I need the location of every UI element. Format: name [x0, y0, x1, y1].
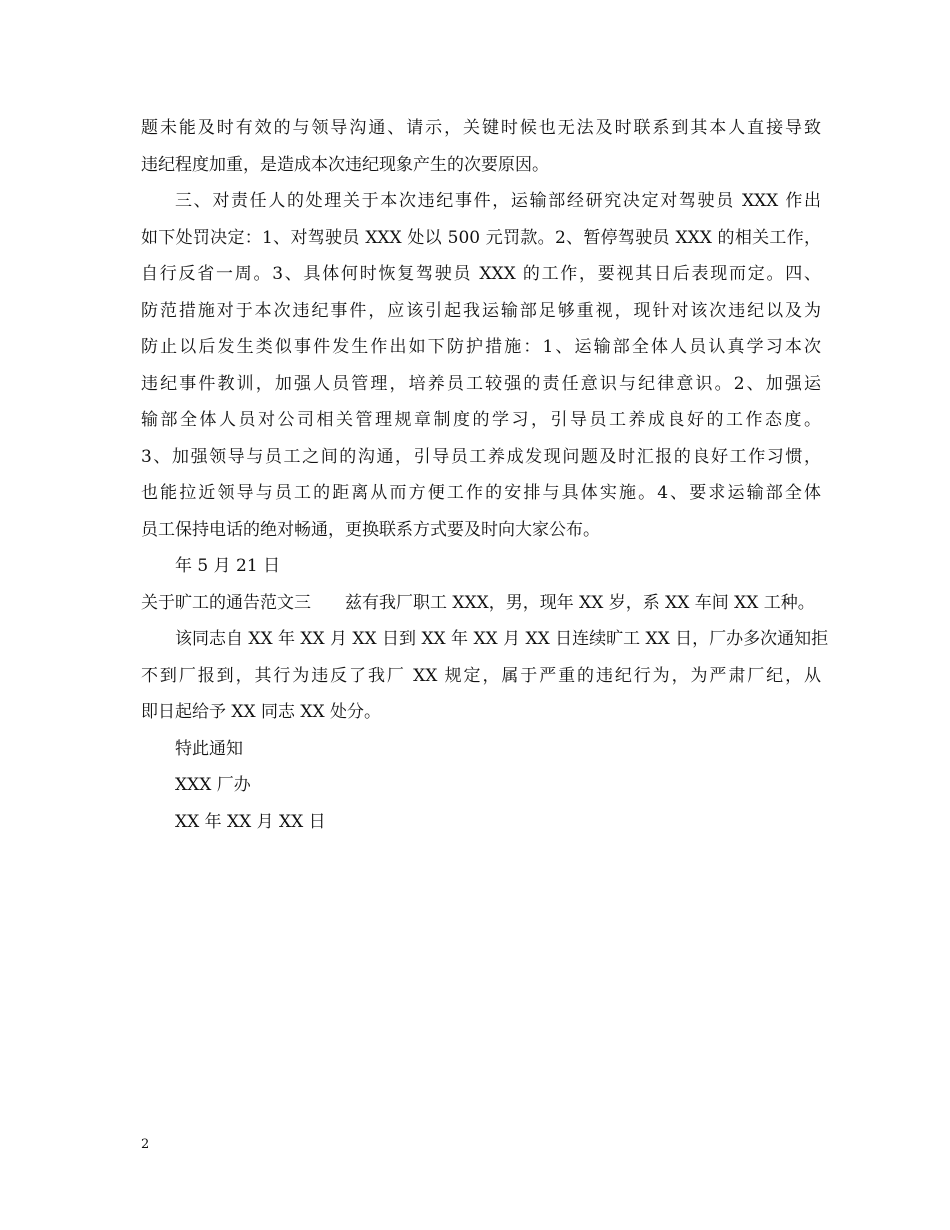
signature-date: XX 年 XX 月 XX 日	[175, 811, 326, 832]
text-line: 防止以后发生类似事件发生作出如下防护措施：1、运输部全体人员认真学习本次	[141, 337, 821, 357]
signature-line: XXX 厂办	[175, 775, 251, 795]
text-line: 三、对责任人的处理关于本次违纪事件，运输部经研究决定对驾驶员 XXX 作出	[175, 191, 821, 211]
text-line: 违纪程度加重，是造成本次违纪现象产生的次要原因。	[141, 154, 549, 175]
text-line: 自行反省一周。3、具体何时恢复驾驶员 XXX 的工作，要视其日后表现而定。四、	[141, 264, 821, 284]
text-line: 题未能及时有效的与领导沟通、请示，关键时候也无法及时联系到其本人直接导致	[141, 118, 821, 138]
text-line: 即日起给予 XX 同志 XX 处分。	[141, 702, 382, 722]
text-line: 防范措施对于本次违纪事件，应该引起我运输部足够重视，现针对该次违纪以及为	[141, 300, 821, 321]
text-line: 也能拉近领导与员工的距离从而方便工作的安排与具体实施。4、要求运输部全体	[141, 483, 821, 503]
date-line: 年 5 月 21 日	[175, 556, 281, 576]
text-line: 违纪事件教训，加强人员管理，培养员工较强的责任意识与纪律意识。2、加强运	[141, 373, 821, 394]
notice-intro: 兹有我厂职工 XXX，男，现年 XX 岁，系 XX 车间 XX 工种。	[345, 592, 815, 613]
page-number: 2	[141, 1137, 150, 1152]
document-body	[141, 110, 829, 840]
text-line: 该同志自 XX 年 XX 月 XX 日到 XX 年 XX 月 XX 日连续旷工 XX 日，厂办多次通知拒	[175, 629, 829, 649]
text-line: 如下处罚决定：1、对驾驶员 XXX 处以 500 元罚款。2、暂停驾驶员 XXX 的相关工作，	[141, 227, 821, 248]
notice-title: 关于旷工的通告范文三	[141, 592, 311, 613]
closing-line: 特此通知	[175, 738, 243, 759]
text-line: 不到厂报到，其行为违反了我厂 XX 规定，属于严重的违纪行为，为严肃厂纪，从	[141, 665, 821, 686]
text-line: 输部全体人员对公司相关管理规章制度的学习，引导员工养成良好的工作态度。	[141, 410, 821, 430]
notice-line	[141, 585, 821, 622]
text-line: 员工保持电话的绝对畅通，更换联系方式要及时向大家公布。	[141, 519, 600, 540]
text-line: 3、加强领导与员工之间的沟通，引导员工养成发现问题及时汇报的良好工作习惯，	[141, 446, 821, 467]
